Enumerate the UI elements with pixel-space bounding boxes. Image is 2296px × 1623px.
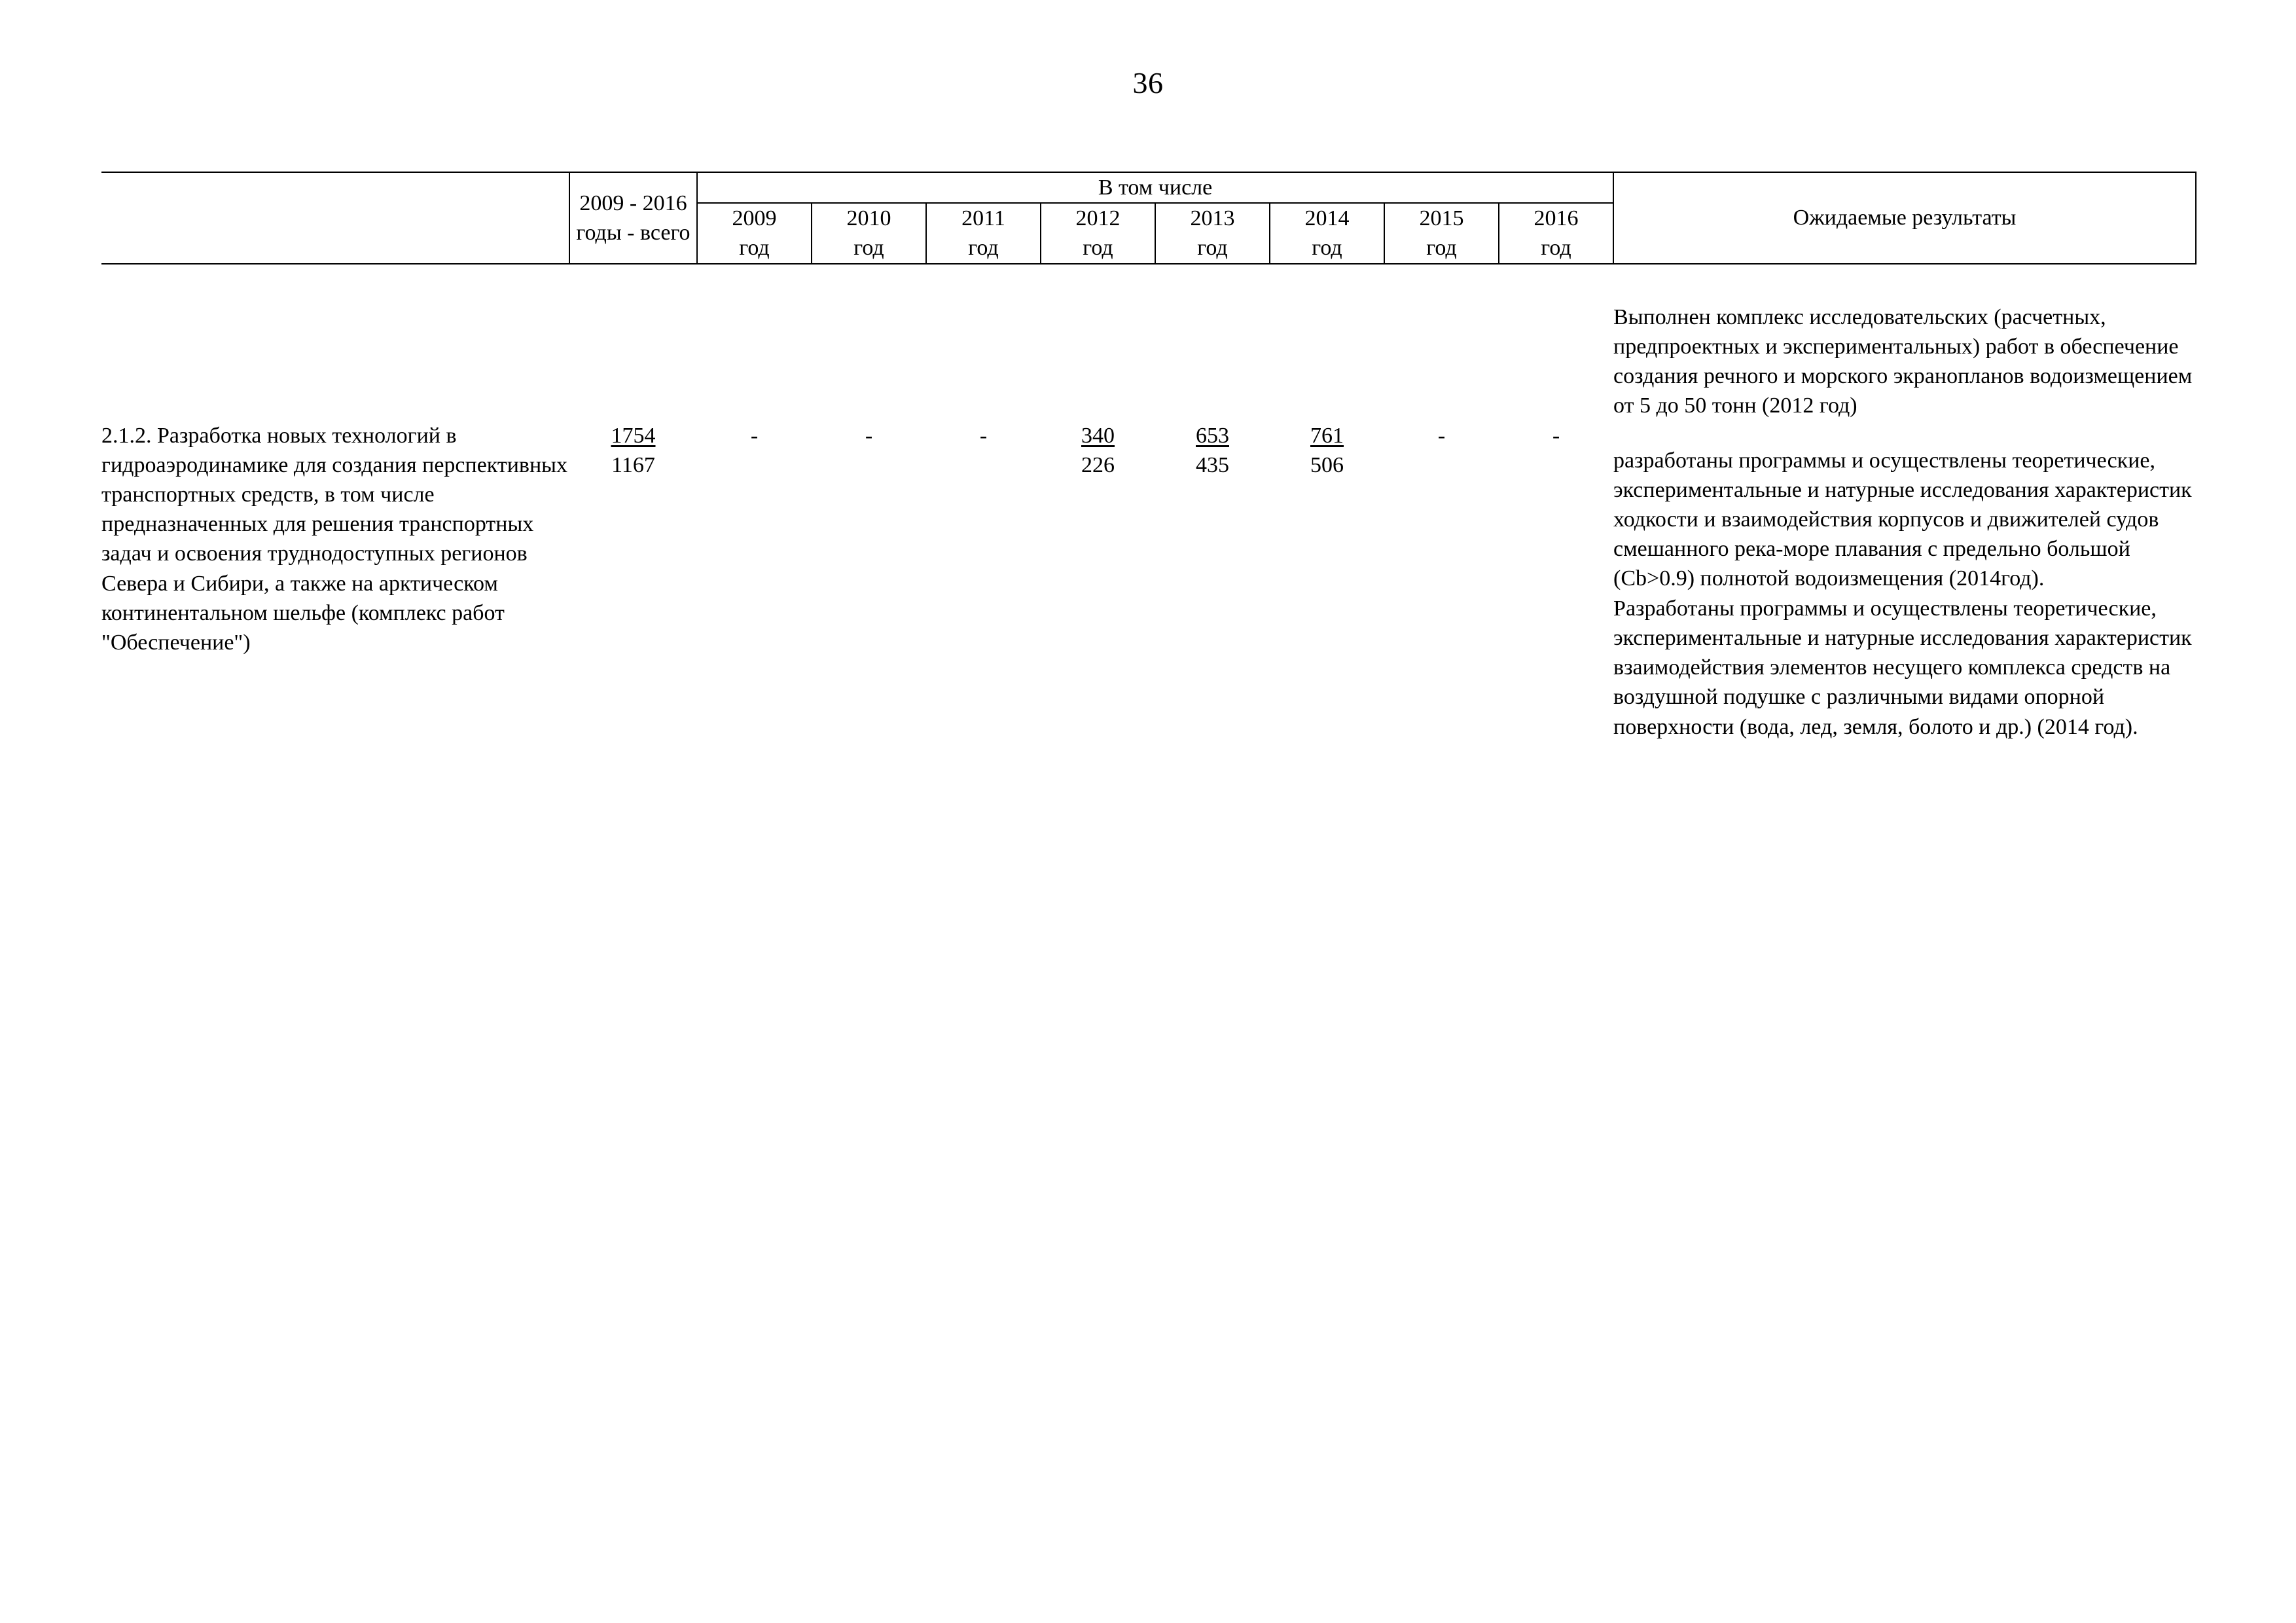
header-year-2011 [926, 203, 1041, 263]
page-number: 36 [1132, 66, 1164, 100]
table-row-intro [101, 264, 2196, 421]
header-year-2014-unit: год [1312, 236, 1342, 261]
measure-total-top: 1754 [611, 423, 656, 448]
header-in-total-span: В том числе [697, 172, 1613, 203]
intro-total-spacer [569, 264, 697, 421]
measure-name: 2.1.2. Разработка новых технологий в гидроаэродинамике для создания перспективных транспортных средств, в том числе предназначенных для решения транспортных задач и освоения труднодоступных регионов Севера и Сибири, а также на арктическом континентальном шельфе (комплекс работ "Обеспечение") [101, 423, 568, 655]
value-2010-top: - [865, 423, 873, 448]
value-2011 [926, 421, 1041, 742]
table-row [101, 421, 2196, 742]
program-measures-table [101, 172, 2197, 742]
value-2016-top: - [1552, 423, 1560, 448]
header-year-2010-value: 2010 [846, 206, 891, 231]
header-year-2009-unit: год [739, 236, 770, 261]
header-year-2011-unit: год [968, 236, 999, 261]
value-2009 [697, 421, 812, 742]
header-year-2010 [812, 203, 926, 263]
header-name-column [101, 172, 569, 264]
expected-results [1613, 421, 2196, 742]
intro-2012-spacer [1041, 264, 1155, 421]
intro-2013-spacer [1155, 264, 1270, 421]
intro-2011-spacer [926, 264, 1041, 421]
header-year-2015-value: 2015 [1419, 206, 1464, 231]
header-year-2013-value: 2013 [1190, 206, 1235, 231]
intro-2015-spacer [1384, 264, 1499, 421]
value-2014-top: 761 [1310, 423, 1344, 448]
value-2015 [1384, 421, 1499, 742]
value-2011-top: - [979, 423, 988, 448]
result-intro-paragraph: Выполнен комплекс исследовательских (расчетных, предпроектных и экспериментальных) работ в обеспечение создания речного и морского экранопланов водоизмещением от 5 до 50 тонн (2012 год) [1613, 304, 2193, 418]
value-2013-top: 653 [1196, 423, 1229, 448]
header-year-2016 [1499, 203, 1613, 263]
value-2013 [1155, 421, 1270, 742]
value-2013-bottom: 435 [1196, 452, 1229, 477]
value-2012-bottom: 226 [1081, 452, 1115, 477]
intro-2016-spacer [1499, 264, 1613, 421]
header-total-column: 2009 - 2016 годы - всего [569, 172, 697, 264]
intro-2014-spacer [1270, 264, 1384, 421]
header-year-2014-value: 2014 [1304, 206, 1350, 231]
header-year-2009 [697, 203, 812, 263]
header-year-2010-unit: год [853, 236, 884, 261]
header-year-2016-unit: год [1541, 236, 1571, 261]
header-year-2011-value: 2011 [961, 206, 1005, 231]
value-2015-top: - [1437, 423, 1446, 448]
header-year-2012 [1041, 203, 1155, 263]
header-year-2014 [1270, 203, 1384, 263]
header-expected-results: Ожидаемые результаты [1613, 172, 2196, 264]
header-year-2012-value: 2012 [1075, 206, 1121, 231]
intro-name-spacer [101, 264, 569, 421]
value-2009-top: - [750, 423, 759, 448]
header-year-2015 [1384, 203, 1499, 263]
table-header-row-1 [101, 172, 2196, 203]
value-2012-top: 340 [1081, 423, 1115, 448]
header-year-2012-unit: год [1083, 236, 1113, 261]
expected-results-part-2: Разработаны программы и осуществлены теоретические, экспериментальные и натурные исследования характеристик взаимодействия элементов несущего комплекса средств на воздушной подушке с различными видами опорной поверхности (вода, лед, земля, болото и др.) (2014 год). [1613, 596, 2192, 739]
header-year-2013 [1155, 203, 1270, 263]
intro-2009-spacer [697, 264, 812, 421]
measure-total [569, 421, 697, 742]
measure-total-bottom: 1167 [611, 452, 655, 477]
header-year-2013-unit: год [1197, 236, 1228, 261]
expected-results-part-1: разработаны программы и осуществлены теоретические, экспериментальные и натурные исследования характеристик ходкости и взаимодействия корпусов и движителей судов смешанного река-море плавания с предельно большой (Cb>0.9) полнотой водоизмещения (2014год). [1613, 448, 2192, 591]
value-2014-bottom: 506 [1310, 452, 1344, 477]
header-year-2009-value: 2009 [732, 206, 777, 231]
intro-2010-spacer [812, 264, 926, 421]
value-2016 [1499, 421, 1613, 742]
value-2012 [1041, 421, 1155, 742]
value-2014 [1270, 421, 1384, 742]
header-year-2015-unit: год [1426, 236, 1457, 261]
header-year-2016-value: 2016 [1534, 206, 1579, 231]
value-2010 [812, 421, 926, 742]
